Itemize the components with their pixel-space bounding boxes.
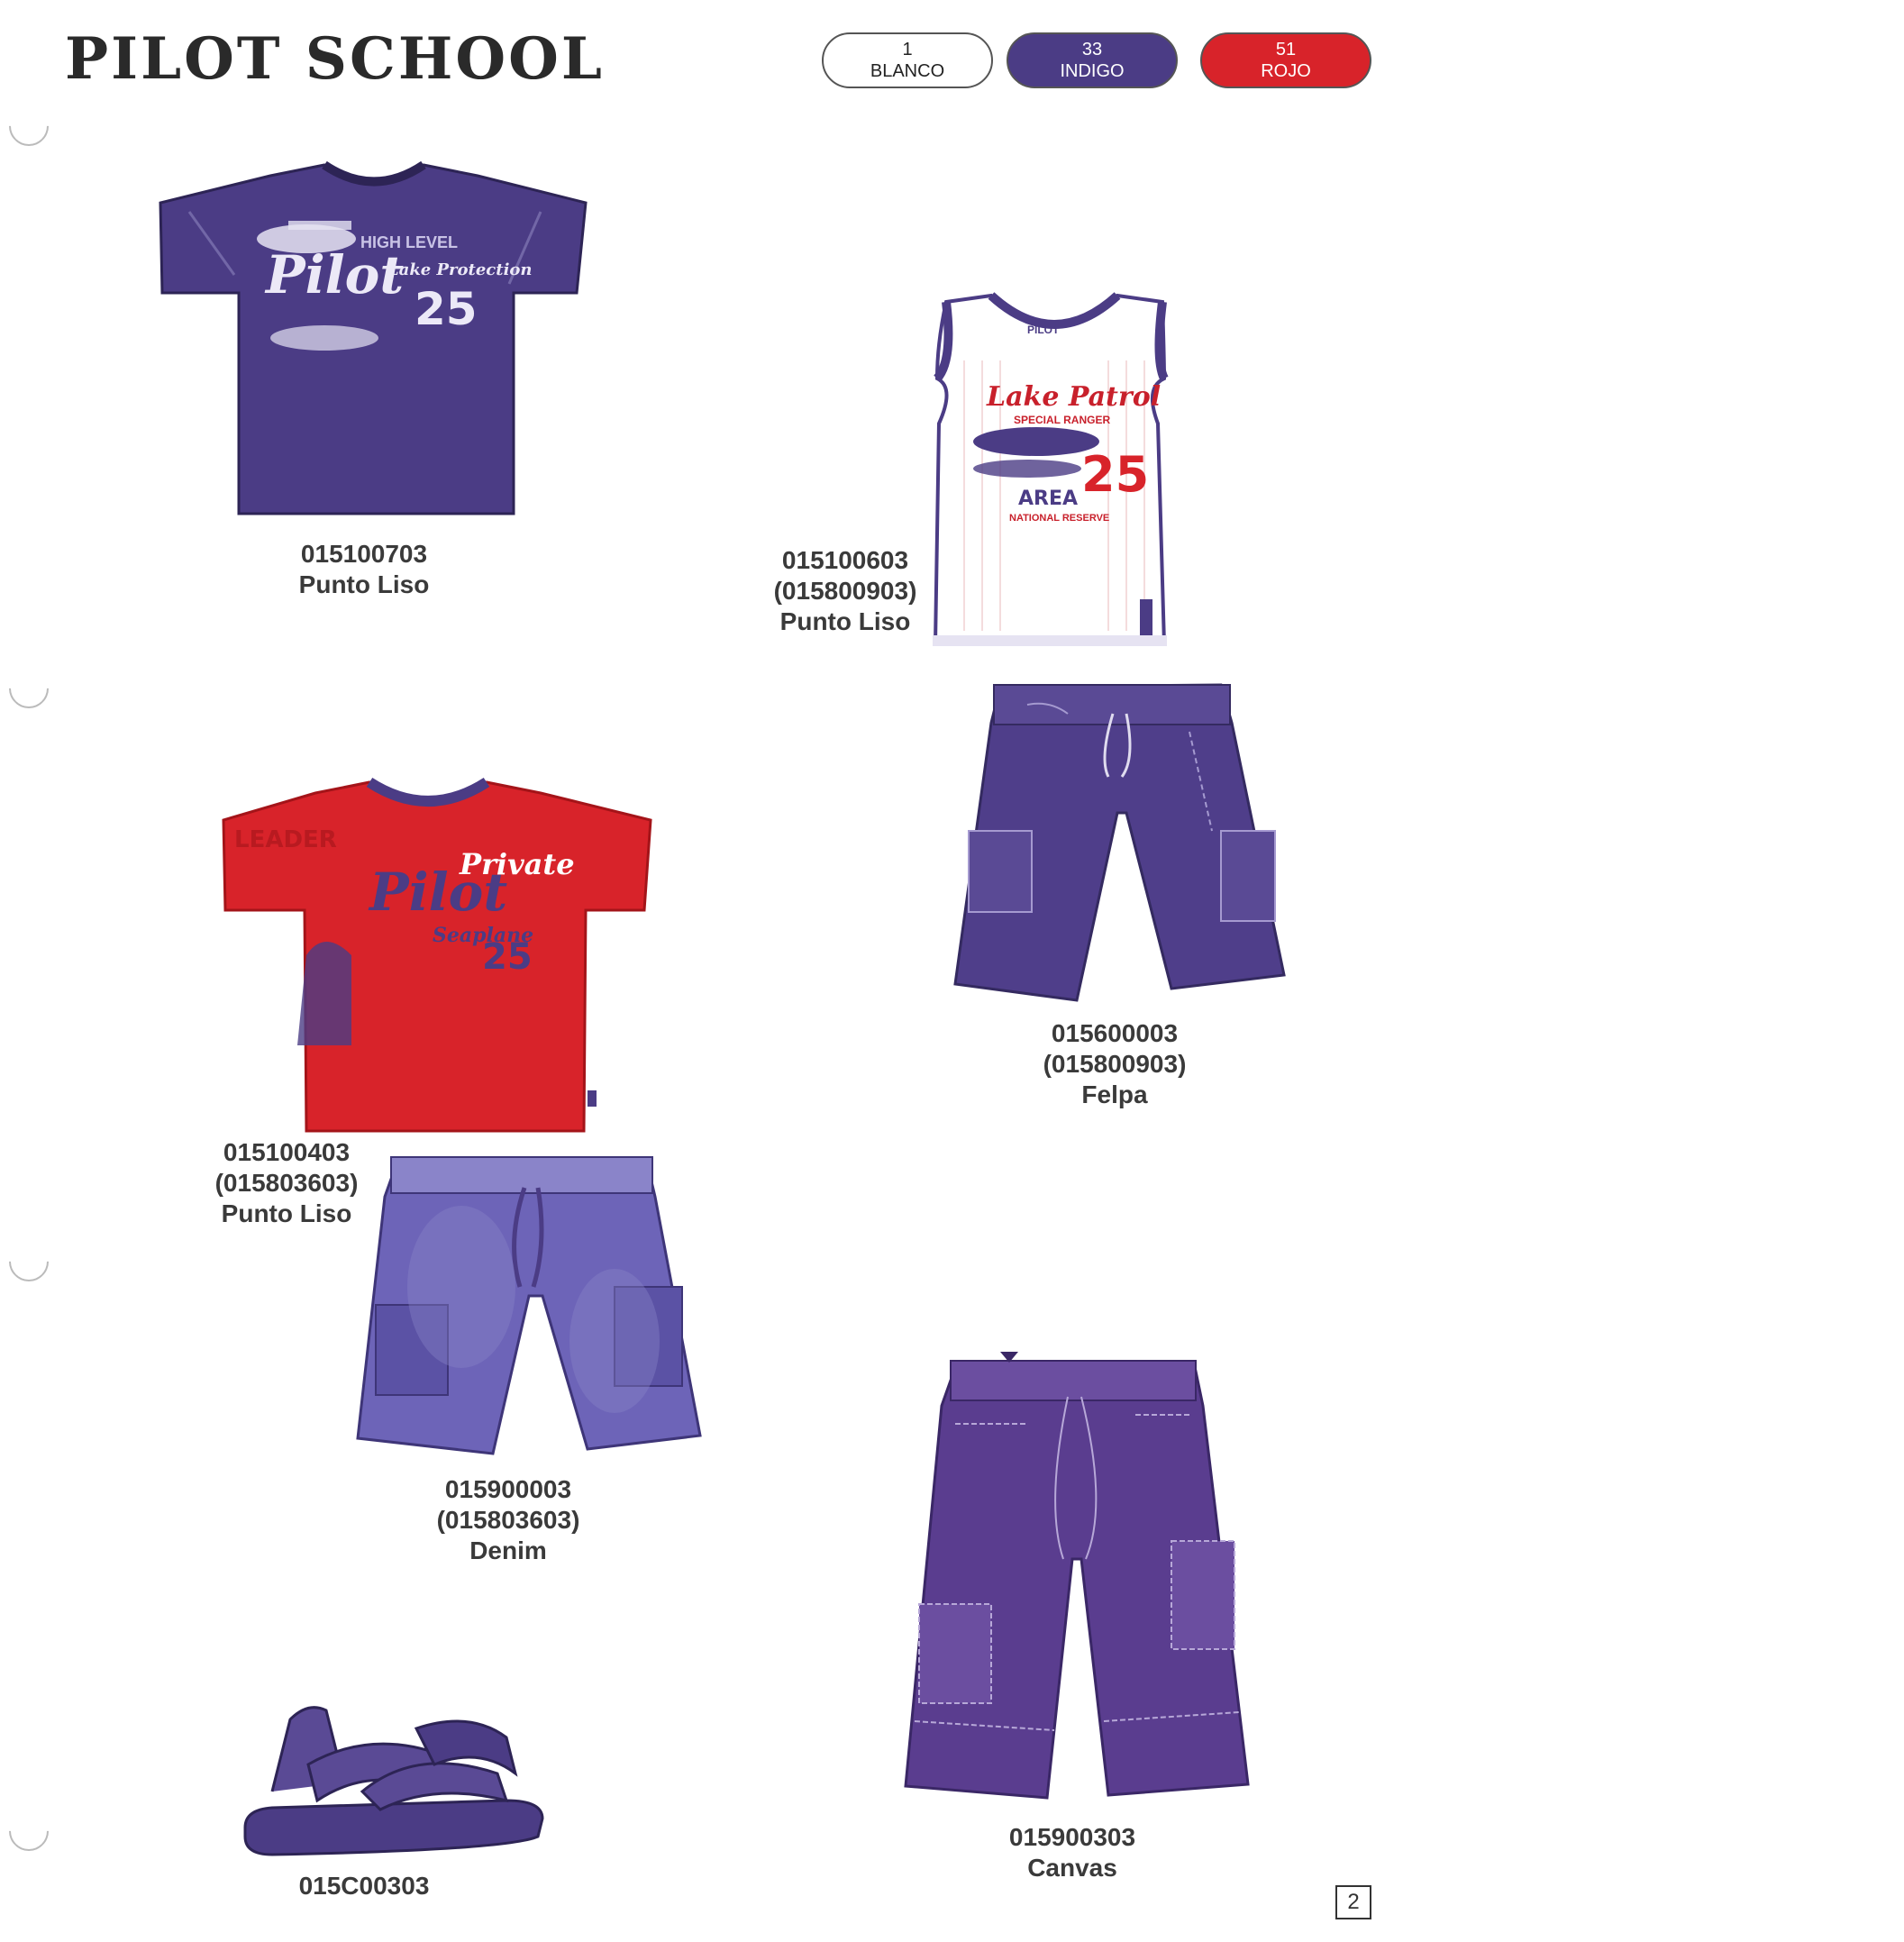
- color-code: 1: [902, 40, 913, 59]
- item-code: 015100403: [223, 1138, 351, 1166]
- item-alt-code: (015800903): [1043, 1050, 1187, 1078]
- tank-print-line3: NATIONAL RESERVE: [1009, 513, 1110, 524]
- tee-print-line1: HIGH LEVEL: [360, 233, 459, 251]
- tank-print-word: Lake Patrol: [987, 381, 1162, 413]
- red-tee-print-word: Pilot: [369, 862, 508, 923]
- tee-print-number: 25: [415, 283, 478, 335]
- item-code: 015C00303: [298, 1872, 430, 1900]
- item-fabric: Punto Liso: [298, 570, 430, 598]
- color-name: ROJO: [1261, 61, 1311, 81]
- color-name: BLANCO: [870, 61, 945, 81]
- color-swatch-rojo: [1200, 32, 1371, 88]
- item-label-015100703: [229, 539, 499, 600]
- item-code: 015100603: [781, 546, 909, 574]
- color-swatch-indigo: [1007, 32, 1178, 88]
- item-alt-code: (015803603): [436, 1506, 580, 1534]
- color-code: 33: [1081, 40, 1103, 59]
- tank-print-line2: AREA: [1018, 488, 1079, 510]
- binder-hole: [1, 1803, 57, 1859]
- item-fabric: Denim: [469, 1536, 547, 1564]
- item-code: 015900303: [1008, 1823, 1136, 1851]
- red-tshirt-illustration: [216, 775, 658, 1135]
- item-label-015C00303: [229, 1871, 499, 1901]
- tee-print-word: Pilot: [266, 244, 405, 305]
- color-swatch-blanco: [822, 32, 993, 88]
- item-alt-code: (015800903): [773, 577, 917, 605]
- item-label-015900303: [937, 1822, 1207, 1883]
- red-tee-print-number: 25: [482, 936, 533, 978]
- red-tee-print-line2: Seaplane: [433, 924, 534, 947]
- color-code: 51: [1275, 40, 1297, 59]
- page-title: PILOT SCHOOL: [65, 25, 605, 93]
- item-label-015100603: [710, 545, 980, 637]
- tee-print-line2: Lake Protection: [387, 260, 533, 279]
- binder-hole: [1, 98, 57, 154]
- tank-print-line1: SPECIAL RANGER: [1014, 414, 1111, 426]
- denim-shorts-illustration: [353, 1152, 705, 1458]
- canvas-long-shorts-illustration: [901, 1343, 1253, 1802]
- binder-hole: [1, 1234, 57, 1290]
- tank-print-number: 25: [1081, 446, 1150, 503]
- item-label-015600003: [979, 1018, 1250, 1110]
- page-number: 2: [1335, 1885, 1371, 1919]
- indigo-felpa-shorts-illustration: [951, 678, 1293, 1011]
- item-code: 015100703: [300, 540, 428, 568]
- binder-hole: [1, 661, 57, 716]
- sandals-illustration: [236, 1692, 551, 1873]
- indigo-tshirt-illustration: [153, 158, 595, 518]
- color-name: INDIGO: [1060, 61, 1125, 81]
- red-tee-print-script: Private: [460, 847, 575, 881]
- item-code: 015600003: [1051, 1019, 1179, 1047]
- red-tee-print-line1: LEADER: [234, 826, 337, 853]
- item-fabric: Punto Liso: [779, 607, 911, 635]
- item-fabric: Canvas: [1027, 1854, 1117, 1882]
- item-alt-code: (015803603): [214, 1169, 359, 1197]
- item-code: 015900003: [444, 1475, 572, 1503]
- tank-neck-label: PILOT: [1027, 324, 1060, 336]
- item-label-015900003: [373, 1474, 643, 1566]
- item-fabric: Punto Liso: [221, 1199, 352, 1227]
- item-fabric: Felpa: [1081, 1080, 1148, 1108]
